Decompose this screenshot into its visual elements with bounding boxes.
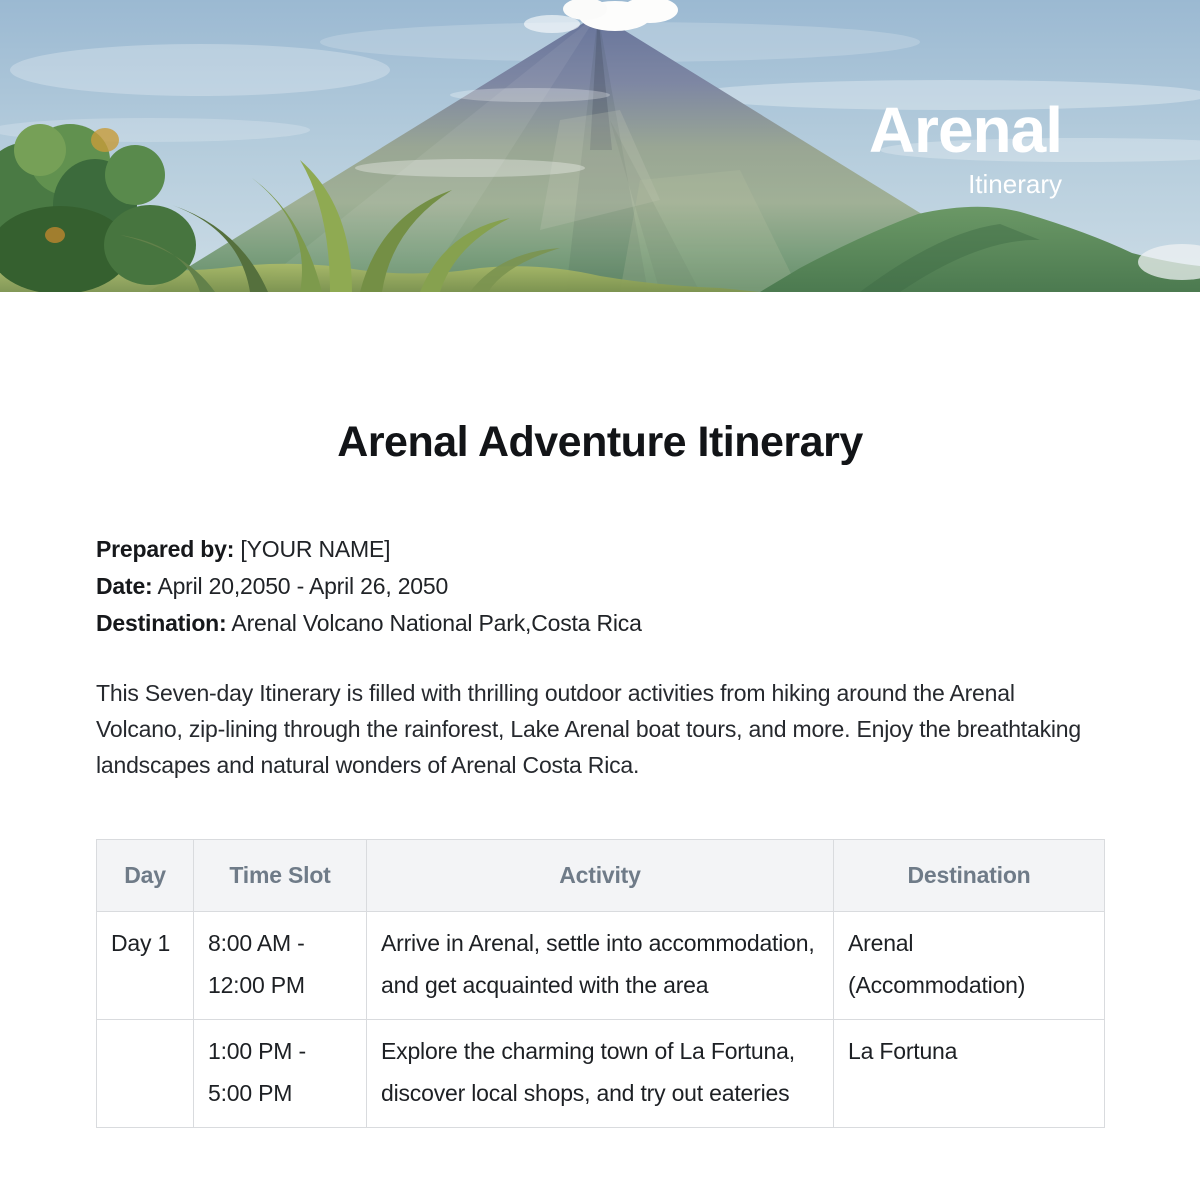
meta-label: Prepared by:: [96, 536, 235, 563]
cell-time-slot: 1:00 PM - 5:00 PM: [194, 1020, 367, 1128]
meta-value: [YOUR NAME]: [240, 536, 391, 563]
meta-line-prepared-by: [96, 531, 1104, 568]
meta-value: Arenal Volcano National Park,Costa Rica: [231, 610, 642, 637]
brand-subtitle: Itinerary: [968, 169, 1062, 199]
brand-lockup: [868, 94, 1062, 199]
table-row: [97, 1020, 1105, 1128]
hero-banner: [0, 0, 1200, 292]
meta-value: April 20,2050 - April 26, 2050: [157, 573, 449, 600]
cell-activity: Explore the charming town of La Fortuna, discover local shops, and try out eateries: [367, 1020, 834, 1128]
cell-time-slot: 8:00 AM - 12:00 PM: [194, 912, 367, 1020]
meta-line-date: [96, 568, 1104, 605]
column-header-day: Day: [97, 840, 194, 912]
intro-paragraph: This Seven-day Itinerary is filled with thrilling outdoor activities from hiking around the Arenal Volcano, zip-lining through the rainforest, Lake Arenal boat tours, and more. Enjoy the breathtaking landscapes and natural wonders of Arenal Costa Rica.: [96, 680, 1081, 779]
column-header-destination: Destination: [834, 840, 1105, 912]
table-row: [97, 912, 1105, 1020]
itinerary-table: [96, 839, 1105, 1128]
meta-label: Destination:: [96, 610, 227, 637]
column-header-time-slot: Time Slot: [194, 840, 367, 912]
cell-day: Day 1: [97, 912, 194, 1020]
cell-destination: Arenal (Accommodation): [834, 912, 1105, 1020]
meta-label: Date:: [96, 573, 153, 600]
cell-destination: La Fortuna: [834, 1020, 1105, 1128]
column-header-activity: Activity: [367, 840, 834, 912]
cell-day: [97, 1020, 194, 1128]
brand-title: Arenal: [868, 94, 1062, 166]
cell-activity: Arrive in Arenal, settle into accommodation, and get acquainted with the area: [367, 912, 834, 1020]
meta-block: [96, 531, 1104, 642]
document-body: [96, 292, 1104, 1128]
table-header-row: [97, 840, 1105, 912]
meta-line-destination: [96, 605, 1104, 642]
page-title: Arenal Adventure Itinerary: [337, 418, 863, 466]
